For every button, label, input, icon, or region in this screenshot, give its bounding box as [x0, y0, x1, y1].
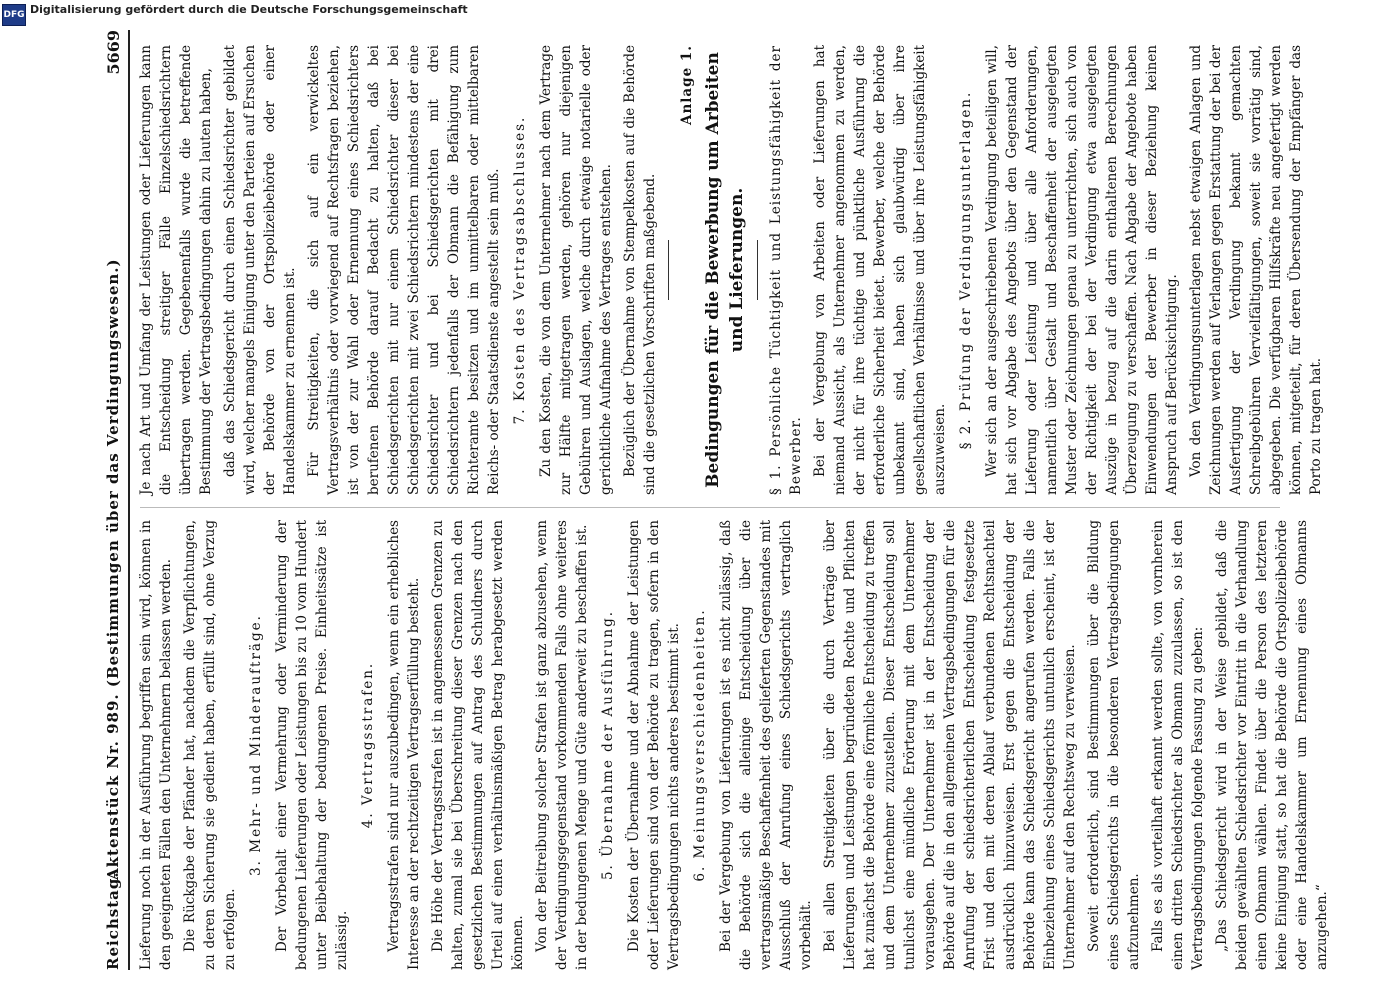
appendix-label: Anlage 1.	[679, 45, 695, 125]
page-number: 5669	[104, 30, 123, 75]
header-left: Reichstag.	[104, 871, 122, 970]
paragraph: Falls es als vorteilhaft erkannt werden sollte, von vornherein einen dritten Schiedsrichter als Obmann zuzulassen, so ist den Vertragsbedingungen folgende Fassung zu geben:	[1150, 520, 1206, 970]
document-page	[100, 30, 1330, 970]
right-column	[136, 45, 1330, 495]
paragraph-heading: § 2. Prüfung der Verdingungsunterlagen.	[958, 90, 974, 450]
appendix-title: Bedingungen für die Bewerbung um Arbeiten und Lieferungen.	[703, 52, 747, 488]
dfg-logo: DFG	[2, 4, 26, 26]
column-divider	[140, 507, 1280, 508]
digitization-credit: Digitalisierung gefördert durch die Deutsche Forschungsgemeinschaft	[30, 3, 468, 16]
paragraph: Bezüglich der Übernahme von Stempelkosten auf die Behörde sind die gesetzlichen Vorschriften maßgebend.	[622, 45, 658, 495]
section-heading: 7. Kosten des Vertragsabschlusses.	[512, 115, 528, 425]
separator-rule	[757, 240, 758, 300]
section-heading: 5. Übernahme der Ausführung.	[600, 609, 616, 881]
paragraph: Von den Verdingungsunterlagen nebst etwaigen Anlagen und Zeichnungen werden auf Verlangen gegen Erstattung der bei der Ausfertigung der Verdingung bekannt gemachten Schreibgebühren Vervielfältigungen, soweit sie vorrätig sind, abgegeben. Die verfügbaren Hilfskräfte neu angefertigt werden können, mitgeteilt, für deren Übersendung der Empfänger das Porto zu tragen hat.	[1188, 45, 1324, 495]
left-column	[136, 520, 1336, 970]
paragraph: Soweit erforderlich, sind Bestimmungen über die Bildung eines Schiedsgerichts in die besonderen Vertragsbedingungen aufzunehmen.	[1086, 520, 1142, 970]
paragraph: Der Vorbehalt einer Vermehrung oder Verminderung der bedungenen Lieferungen oder Leistungen bis zu 10 vom Hundert unter Beibehaltung der bedungenen Preise. Einheitssätze ist zulässig.	[274, 520, 350, 970]
paragraph: Lieferung noch in der Ausführung begriffen sein wird, können in den geeigneten Fällen den Unternehmern belassen werden.	[138, 520, 174, 970]
paragraph: Die Höhe der Vertragsstrafen ist in angemessenen Grenzen zu halten, zumal sie bei Überschreitung dieser Grenzen nach den gesetzlichen Bestimmungen auf Antrag des Schuldners durch Urteil auf einen verhältnismäßigen Betrag herabgesetzt werden können.	[430, 520, 526, 970]
paragraph: Zu den Kosten, die von dem Unternehmer nach dem Vertrage zur Hälfte mitgetragen werden, gehören nur diejenigen Gebühren und Auslagen, welche durch etwaige notarielle oder gerichtliche Aufnahme des Vertrages entstehen.	[538, 45, 614, 495]
paragraph: Die Kosten der Übernahme und der Abnahme der Leistungen oder Lieferungen sind von der Behörde zu tragen, sofern in den Vertragsbedingungen nichts anderes bestimmt ist.	[626, 520, 682, 970]
paragraph: Bei allen Streitigkeiten über die durch Verträge über Lieferungen und Leistungen begründeten Rechte und Pflichten hat zunächst die Behörde eine förmliche Entscheidung zu treffen und dem Unternehmer zuzustellen. Dieser Entscheidung soll tunlichst eine mündliche Erörterung mit dem Unternehmer vorausgehen. Der Unternehmer ist in der Entscheidung der Behörde auf die in den allgemeinen Vertragsbedingungen für die Anrufung der schiedsrichterlichen Entscheidung festgesetzte Frist und den mit deren Ablauf verbundenen Rechtsnachteil ausdrücklich hinzuweisen. Erst gegen die Entscheidung der Behörde kann das Schiedsgericht angerufen werden. Falls die Einbeziehung eines Schiedsgerichts untunlich erscheint, ist der Unternehmer auf den Rechtsweg zu verweisen.	[822, 520, 1078, 970]
paragraph: Für Streitigkeiten, die sich auf ein verwickeltes Vertragsverhältnis oder vorwiegend auf Rechtsfragen beziehen, ist von der zur Wahl oder Ernennung eines Schiedsrichters berufenen Behörde darauf Bedacht zu halten, daß bei Schiedsgerichten mit nur einem Schiedsrichter dieser bei Schiedsgerichten mit zwei Schiedsrichtern mindestens der eine Schiedsrichter und bei Schiedsgerichten mit drei Schiedsrichtern jedenfalls der Obmann die Befähigung zum Richteramte besitzen und im unmittelbaren oder mittelbaren Reichs- oder Staatsdienste angestellt sein muß.	[306, 45, 502, 495]
paragraph: Je nach Art und Umfang der Leistungen oder Lieferungen kann die Entscheidung streitiger Fälle Einzelschiedsrichtern übertragen werden. Gegebenenfalls wurde die betreffende Bestimmung der Vertragsbedingungen dahin zu lauten haben,	[138, 45, 214, 495]
paragraph: daß das Schiedsgericht durch einen Schiedsrichter gebildet wird, welcher mangels Einigung unter den Parteien auf Ersuchen der Behörde von der Ortspolizeibehörde oder einer Handelskammer zu ernennen ist.	[222, 44, 298, 495]
header-title: Aktenstück Nr. 989. (Bestimmungen über das Verdingungswesen.)	[104, 258, 122, 880]
separator-rule	[668, 240, 669, 300]
paragraph: Wer sich an der ausgeschriebenen Verdingung beteiligen will, hat sich vor Abgabe des Angebots über den Gegenstand der Lieferung oder Leistung und über alle Anforderungen, namentlich über Gestalt und Beschaffenheit der ausgelegten Muster oder Zeichnungen genau zu unterrichten, sich auch von der Richtigkeit der bei der Verdingung etwa ausgelegten Auszüge in bezug auf die darin enthaltenen Berechnungen Überzeugung zu verschaffen. Nach Abgabe der Angebote haben Einwendungen der Bewerber in dieser Beziehung keinen Anspruch auf Berücksichtigung.	[984, 45, 1180, 495]
paragraph-heading: § 1. Persönliche Tüchtigkeit und Leistungsfähigkeit der Bewerber.	[768, 45, 804, 495]
paragraph: Vertragsstrafen sind nur auszubedingen, wenn ein erhebliches Interesse an der rechtzeitigen Vertragserfüllung besteht.	[386, 520, 422, 970]
paragraph: Bei der Vergebung von Arbeiten oder Lieferungen hat niemand Aussicht, als Unternehmer angenommen zu werden, der nicht für ihre tüchtige und pünktliche Ausführung die erforderliche Sicherheit bietet. Bewerber, welche der Behörde unbekannt sind, haben sich glaubwürdig über ihre gesellschaftlichen Verhältnisse und über ihre Leistungsfähigkeit auszuweisen.	[812, 45, 948, 495]
section-heading: 6. Meinungsverschiedenheiten.	[692, 608, 708, 882]
paragraph: Bei der Vergebung von Lieferungen ist es nicht zulässig, daß die Behörde sich die alleinige Entscheidung über die vertragsmäßige Beschaffenheit des gelieferten Gegenstandes mit Ausschluß der Anrufung eines Schiedsgerichts vertraglich vorbehält.	[718, 520, 814, 970]
section-heading: 4. Vertragsstrafen.	[360, 661, 376, 829]
section-heading: 3. Mehr- und Minderaufträge.	[248, 614, 264, 876]
paragraph: Von der Beitreibung solcher Strafen ist ganz abzusehen, wenn der Verdingungsgegenstand vorkommenden Falls ohne weiteres in der bedungenen Menge und Güte anderweit zu beschaffen ist.	[534, 520, 590, 970]
quote-paragraph: „Das Schiedsgericht wird in der Weise gebildet, daß die beiden gewählten Schiedsrichter vor Eintritt in die Verhandlung einen Obmann wählen. Findet über die Person des letzteren keine Einigung statt, so hat die Behörde die Ortspolizeibehörde oder eine Handelskammer um Ernennung eines Obmanns anzugehen.“	[1214, 520, 1330, 970]
page-header	[100, 30, 130, 970]
paragraph: Die Rückgabe der Pfänder hat, nachdem die Verpflichtungen, zu deren Sicherung sie gedient haben, erfüllt sind, ohne Verzug zu erfolgen.	[182, 520, 238, 970]
